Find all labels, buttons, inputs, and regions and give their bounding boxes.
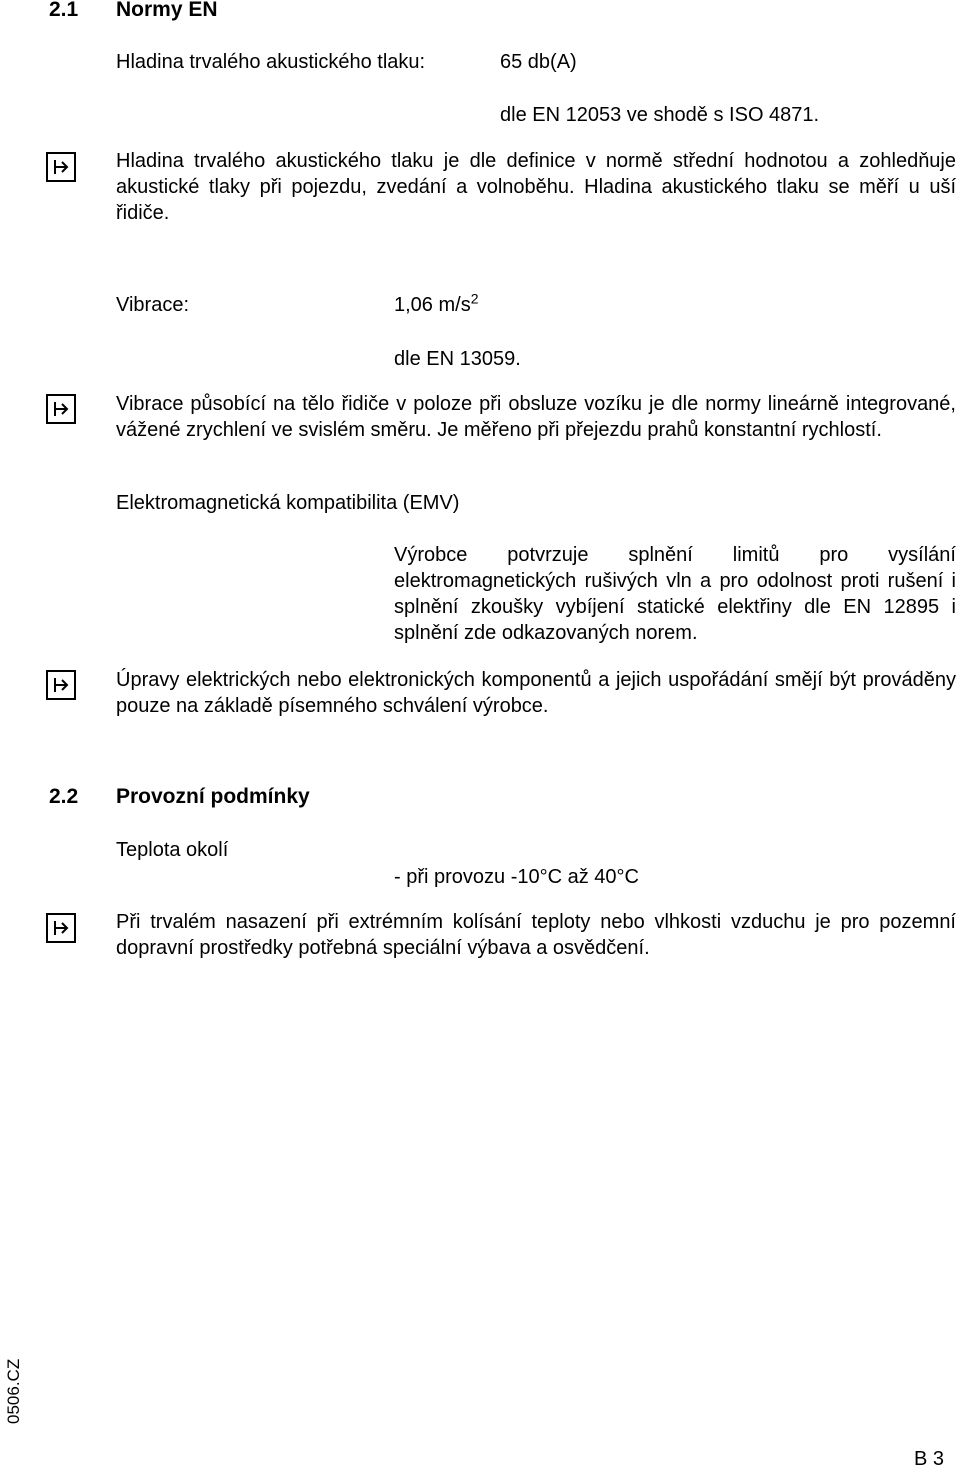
vibration-exponent: 2	[470, 290, 479, 307]
vibration-note: Vibrace působící na tělo řidiče v poloze při obsluze vozíku je dle normy lineárně integrované, vážené zrychlení ve svislém směru. Je měřeno při přejezdu prahů konstantní rychlostí.	[116, 393, 956, 441]
emc-text: Výrobce potvrzuje splnění limitů pro vysílání elektromagnetických rušivých vln a pro odolnost proti rušení i splnění zkoušky vybíjení statické elektřiny dle EN 12895 i splnění zde odkazovaných norem.	[394, 544, 956, 644]
temperature-value: - při provozu -10°C až 40°C	[394, 866, 639, 888]
noise-note: Hladina trvalého akustického tlaku je dle definice v normě střední hodnotou a zohledňuje akustické tlaky při pojezdu, zvedání a volnoběhu. Hladina akustického tlaku se měří u uší řidiče.	[116, 150, 956, 224]
section-title-normy-en: Normy EN	[116, 0, 218, 21]
noise-label: Hladina trvalého akustického tlaku:	[116, 51, 426, 73]
section-number-2-2: 2.2	[49, 785, 79, 808]
arrow-right-icon	[46, 913, 76, 943]
arrow-right-icon	[46, 394, 76, 424]
vibration-standard: dle EN 13059.	[394, 348, 521, 370]
emc-note: Úpravy elektrických nebo elektronických komponentů a jejich uspořádání smějí být prováděny pouze na základě písemného schválení výrobce.	[116, 669, 956, 717]
temperature-note: Při trvalém nasazení při extrémním kolísání teploty nebo vlhkosti vzduchu je pro pozemní dopravní prostředky potřebná speciální výbava a osvědčení.	[116, 911, 956, 959]
emc-title: Elektromagnetická kompatibilita (EMV)	[116, 492, 460, 514]
noise-value: 65 db(A)	[500, 51, 577, 73]
arrow-right-icon	[46, 670, 76, 700]
vibration-value-text: 1,06 m/s	[394, 294, 471, 316]
vibration-label: Vibrace:	[116, 294, 190, 316]
document-code: 0506.CZ	[4, 1358, 23, 1424]
section-title-provozni-podminky: Provozní podmínky	[116, 785, 310, 808]
noise-standard: dle EN 12053 ve shodě s ISO 4871.	[500, 104, 820, 126]
section-number-2-1: 2.1	[49, 0, 79, 21]
temperature-label: Teplota okolí	[116, 839, 229, 861]
arrow-right-icon	[46, 152, 76, 182]
vibration-value	[394, 292, 479, 318]
page-number: B 3	[914, 1448, 945, 1470]
